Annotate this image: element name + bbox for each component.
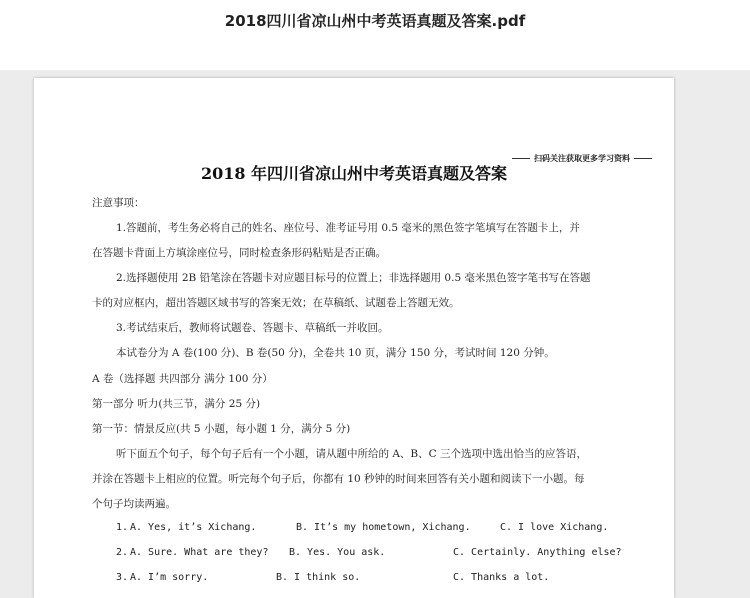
document-page (34, 78, 674, 598)
volume-a-heading: A 卷（选择题 共四部分 满分 100 分） (92, 373, 273, 385)
question-option-c: C. Certainly. Anything else? (453, 547, 622, 558)
question-option-b: B. Yes. You ask. (289, 547, 386, 558)
promo-dash-left (512, 158, 530, 159)
promo-dash-right (634, 158, 652, 159)
question-option-c: C. I love Xichang. (500, 522, 609, 533)
doc-title: 2018 年四川省凉山州中考英语真题及答案 (200, 164, 508, 183)
question-option-c: C. Thanks a lot. (453, 572, 550, 583)
notice-1-line-1: 1.答题前，考生务必将自己的姓名、座位号、准考证号用 0.5 毫米的黑色签字笔填写在答题卡上，并 (116, 222, 580, 234)
file-title: 2018四川省凉山州中考英语真题及答案.pdf (224, 12, 526, 30)
question-number: 3. (116, 572, 129, 583)
part-1-heading: 第一部分 听力(共三节，满分 25 分) (92, 398, 261, 410)
viewer-header (0, 0, 750, 70)
question-number: 1. (116, 522, 129, 533)
exam-info: 本试卷分为 A 卷(100 分)、B 卷(50 分)，全卷共 10 页，满分 150 分，考试时间 120 分钟。 (116, 347, 555, 359)
question-option-b: B. I think so. (276, 572, 361, 583)
instructions-line-2: 并涂在答题卡上相应的位置。听完每个句子后，你都有 10 秒钟的时间来回答有关小题和阅读下一小题。每 (92, 473, 585, 485)
question-option-a: A. Yes, it’s Xichang. (130, 522, 257, 533)
notice-heading: 注意事项： (92, 197, 145, 209)
instructions-line-1: 听下面五个句子，每个句子后有一个小题，请从题中所给的 A、B、C 三个选项中选出恰当的应答语， (116, 448, 588, 460)
notice-2-line-1: 2.选择题使用 2B 铅笔涂在答题卡对应题目标号的位置上；非选择题用 0.5 毫米黑色签字笔书写在答题 (116, 272, 591, 284)
notice-1-line-2: 在答题卡背面上方填涂座位号，同时检查条形码粘贴是否正确。 (92, 247, 386, 259)
notice-3: 3.考试结束后，教师将试题卷、答题卡、草稿纸一并收回。 (116, 322, 389, 334)
notice-2-line-2: 卡的对应框内，超出答题区域书写的答案无效；在草稿纸、试题卷上答题无效。 (92, 297, 460, 309)
promo-text: 扫码关注获取更多学习资料 (534, 154, 630, 163)
question-option-b: B. It’s my hometown, Xichang. (296, 522, 471, 533)
question-option-a: A. Sure. What are they? (130, 547, 269, 558)
section-1-heading: 第一节：情景反应(共 5 小题，每小题 1 分，满分 5 分) (92, 423, 351, 435)
question-option-a: A. I’m sorry. (130, 572, 209, 583)
question-number: 2. (116, 547, 129, 558)
instructions-line-3: 个句子均读两遍。 (92, 498, 176, 510)
